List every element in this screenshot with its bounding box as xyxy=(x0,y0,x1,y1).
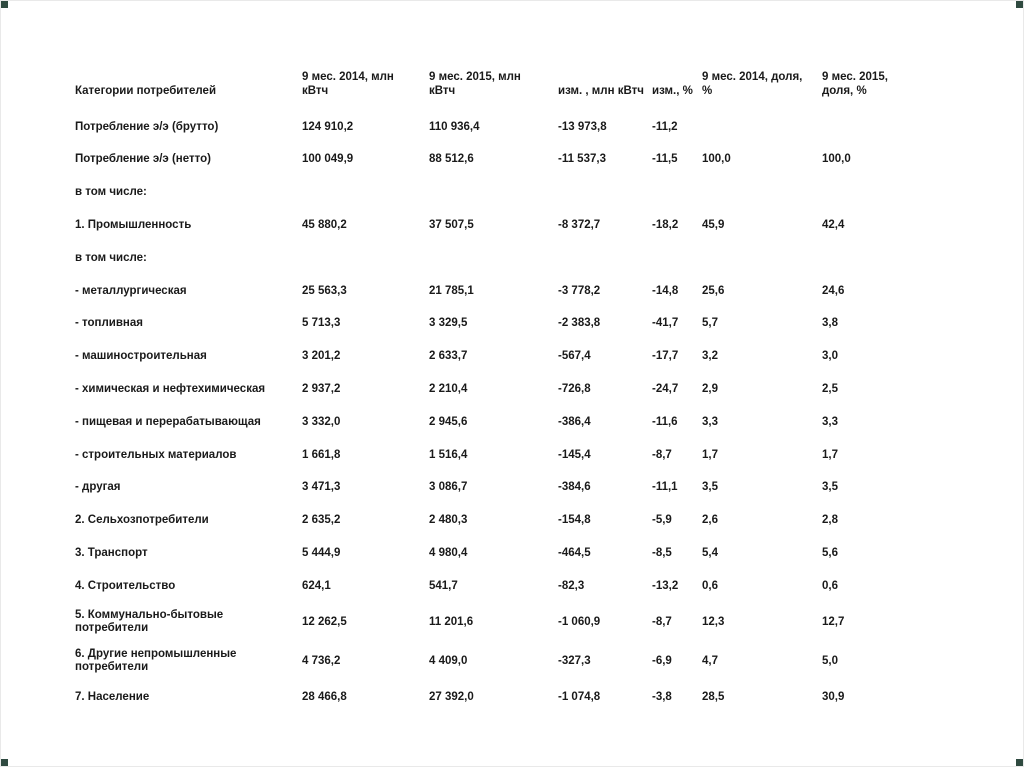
cell-value: -41,7 xyxy=(652,317,679,330)
cell-value: -464,5 xyxy=(558,547,591,559)
column-header-change-mln: изм. , млн кВтч xyxy=(558,84,644,97)
table-row xyxy=(75,275,920,308)
table-row xyxy=(75,681,920,714)
cell-value xyxy=(558,253,652,265)
cell-value: 2,8 xyxy=(822,514,838,527)
cell-value: 2,5 xyxy=(822,383,838,396)
cell-value: 0,6 xyxy=(702,579,718,592)
table-row xyxy=(75,177,920,210)
cell-value: -567,4 xyxy=(558,350,591,363)
cell-value: -13,2 xyxy=(652,579,679,592)
table-row xyxy=(75,341,920,374)
cell-value: -6,9 xyxy=(652,654,672,667)
cell-value: 25 563,3 xyxy=(302,284,347,297)
cell-value: 45 880,2 xyxy=(302,219,347,232)
cell-value: -327,3 xyxy=(558,654,591,667)
cell-value: 88 512,6 xyxy=(429,153,474,166)
cell-value: 30,9 xyxy=(822,690,845,703)
table-row xyxy=(75,439,920,472)
corner-mark-top-left xyxy=(1,1,8,8)
cell-value: 42,4 xyxy=(822,219,845,232)
cell-value xyxy=(822,121,912,133)
cell-value xyxy=(702,187,822,199)
table-header-row xyxy=(75,64,920,98)
row-label: - топливная xyxy=(75,317,143,330)
cell-value: 24,6 xyxy=(822,284,845,297)
cell-value: 100 049,9 xyxy=(302,153,354,166)
row-label: - другая xyxy=(75,481,121,494)
table-row xyxy=(75,570,920,603)
cell-value: 5,4 xyxy=(702,547,718,559)
consumption-table xyxy=(75,64,920,714)
cell-value: 4 736,2 xyxy=(302,654,341,667)
column-header-category: Категории потребителей xyxy=(75,84,217,97)
row-label: 5. Коммунально-бытовые потребители xyxy=(75,608,224,635)
cell-value: 3,2 xyxy=(702,350,718,363)
cell-value xyxy=(302,187,429,199)
cell-value xyxy=(302,253,429,265)
cell-value: 28 466,8 xyxy=(302,690,347,703)
cell-value: 100,0 xyxy=(702,153,731,166)
cell-value: 3,3 xyxy=(702,415,718,428)
cell-value: 3,0 xyxy=(822,350,838,363)
table-row xyxy=(75,603,920,642)
cell-value: -8,7 xyxy=(652,615,672,628)
cell-value: 124 910,2 xyxy=(302,120,354,133)
cell-value: 3,5 xyxy=(822,481,838,494)
row-label: Потребление э/э (брутто) xyxy=(75,120,219,133)
cell-value: 3,3 xyxy=(822,415,838,428)
cell-value: -1 060,9 xyxy=(558,615,601,628)
consumption-table-body xyxy=(75,111,920,714)
cell-value xyxy=(558,187,652,199)
cell-value: -386,4 xyxy=(558,415,591,428)
cell-value xyxy=(702,121,822,133)
cell-value: 45,9 xyxy=(702,219,725,232)
cell-value: -145,4 xyxy=(558,448,591,461)
column-header-2014-mln: 9 мес. 2014, млн кВтч xyxy=(302,71,394,97)
row-label: 2. Сельхозпотребители xyxy=(75,514,209,527)
cell-value: -2 383,8 xyxy=(558,317,601,330)
cell-value: 2 210,4 xyxy=(429,383,468,396)
cell-value: 27 392,0 xyxy=(429,690,474,703)
cell-value: 4,7 xyxy=(702,654,718,667)
table-row xyxy=(75,642,920,681)
row-label: 7. Население xyxy=(75,690,150,703)
cell-value: 2,6 xyxy=(702,514,718,527)
table-row xyxy=(75,537,920,570)
table-row xyxy=(75,242,920,275)
column-header-2015-mln: 9 мес. 2015, млн кВтч xyxy=(429,71,521,97)
row-label: - химическая и нефтехимическая xyxy=(75,383,266,396)
cell-value: -5,9 xyxy=(652,514,672,527)
cell-value: -154,8 xyxy=(558,514,591,527)
table-row xyxy=(75,111,920,144)
cell-value: 21 785,1 xyxy=(429,284,474,297)
cell-value: 5,0 xyxy=(822,654,838,667)
cell-value xyxy=(652,253,702,265)
cell-value: -14,8 xyxy=(652,284,679,297)
cell-value: 4 409,0 xyxy=(429,654,468,667)
cell-value: -11,1 xyxy=(652,481,678,494)
table-row xyxy=(75,373,920,406)
corner-mark-top-right xyxy=(1016,1,1023,8)
cell-value: -8,7 xyxy=(652,448,672,461)
cell-value: -384,6 xyxy=(558,481,591,494)
table-row xyxy=(75,406,920,439)
cell-value: -13 973,8 xyxy=(558,120,607,133)
cell-value: -24,7 xyxy=(652,383,679,396)
column-header-share-2014: 9 мес. 2014, доля, % xyxy=(702,71,803,97)
cell-value: 12,3 xyxy=(702,615,725,628)
cell-value: 1 661,8 xyxy=(302,448,341,461)
table-row xyxy=(75,144,920,177)
corner-mark-bottom-right xyxy=(1016,759,1023,766)
cell-value: 2 945,6 xyxy=(429,415,468,428)
cell-value: 37 507,5 xyxy=(429,219,474,232)
cell-value xyxy=(822,187,912,199)
cell-value: 5,6 xyxy=(822,547,838,559)
cell-value xyxy=(429,253,558,265)
cell-value xyxy=(429,187,558,199)
row-label: в том числе: xyxy=(75,186,147,199)
cell-value: 1,7 xyxy=(702,448,718,461)
cell-value: -1 074,8 xyxy=(558,690,601,703)
cell-value: 1,7 xyxy=(822,448,838,461)
cell-value: 4 980,4 xyxy=(429,547,468,559)
cell-value: 3 201,2 xyxy=(302,350,341,363)
column-header-share-2015: 9 мес. 2015, доля, % xyxy=(822,71,888,97)
cell-value: 624,1 xyxy=(302,579,331,592)
cell-value: -18,2 xyxy=(652,219,679,232)
cell-value: -11,2 xyxy=(652,120,678,133)
table-row xyxy=(75,505,920,538)
cell-value: 3 329,5 xyxy=(429,317,468,330)
cell-value: -3 778,2 xyxy=(558,284,601,297)
cell-value: -8 372,7 xyxy=(558,219,601,232)
row-label: Потребление э/э (нетто) xyxy=(75,153,211,166)
table-row xyxy=(75,308,920,341)
row-label: - машиностроительная xyxy=(75,350,207,363)
row-label: - строительных материалов xyxy=(75,448,237,461)
cell-value: 2 937,2 xyxy=(302,383,341,396)
cell-value: 5 444,9 xyxy=(302,547,341,559)
cell-value: 2 635,2 xyxy=(302,514,341,527)
cell-value xyxy=(822,253,912,265)
cell-value: 3 332,0 xyxy=(302,415,341,428)
corner-mark-bottom-left xyxy=(1,759,8,766)
row-label: в том числе: xyxy=(75,251,147,264)
cell-value: 2 633,7 xyxy=(429,350,468,363)
cell-value: 3,8 xyxy=(822,317,838,330)
row-label: 3. Транспорт xyxy=(75,547,148,559)
cell-value: 28,5 xyxy=(702,690,725,703)
cell-value: 12,7 xyxy=(822,615,845,628)
cell-value: -8,5 xyxy=(652,547,672,559)
cell-value: 3,5 xyxy=(702,481,718,494)
cell-value: 5 713,3 xyxy=(302,317,341,330)
cell-value: 12 262,5 xyxy=(302,615,347,628)
column-header-change-pct: изм., % xyxy=(652,84,693,97)
cell-value: -17,7 xyxy=(652,350,679,363)
cell-value: 541,7 xyxy=(429,579,458,592)
cell-value: 11 201,6 xyxy=(429,615,474,628)
cell-value: -82,3 xyxy=(558,579,585,592)
row-label: - пищевая и перерабатывающая xyxy=(75,415,261,428)
cell-value: 3 086,7 xyxy=(429,481,468,494)
cell-value: 100,0 xyxy=(822,153,851,166)
table-row xyxy=(75,472,920,505)
cell-value: 0,6 xyxy=(822,579,838,592)
cell-value: -11 537,3 xyxy=(558,153,606,166)
cell-value: 110 936,4 xyxy=(429,120,480,133)
cell-value: -3,8 xyxy=(652,690,672,703)
cell-value: 2,9 xyxy=(702,383,718,396)
cell-value: -726,8 xyxy=(558,383,591,396)
cell-value: 2 480,3 xyxy=(429,514,468,527)
cell-value: -11,5 xyxy=(652,153,678,166)
row-label: - металлургическая xyxy=(75,284,187,297)
cell-value: -11,6 xyxy=(652,415,678,428)
cell-value xyxy=(702,253,822,265)
row-label: 6. Другие непромышленные потребители xyxy=(75,647,237,674)
cell-value: 5,7 xyxy=(702,317,718,330)
row-label: 4. Строительство xyxy=(75,579,176,592)
cell-value: 3 471,3 xyxy=(302,481,341,494)
cell-value: 1 516,4 xyxy=(429,448,468,461)
cell-value xyxy=(652,187,702,199)
table-row xyxy=(75,209,920,242)
row-label: 1. Промышленность xyxy=(75,219,192,232)
cell-value: 25,6 xyxy=(702,284,725,297)
